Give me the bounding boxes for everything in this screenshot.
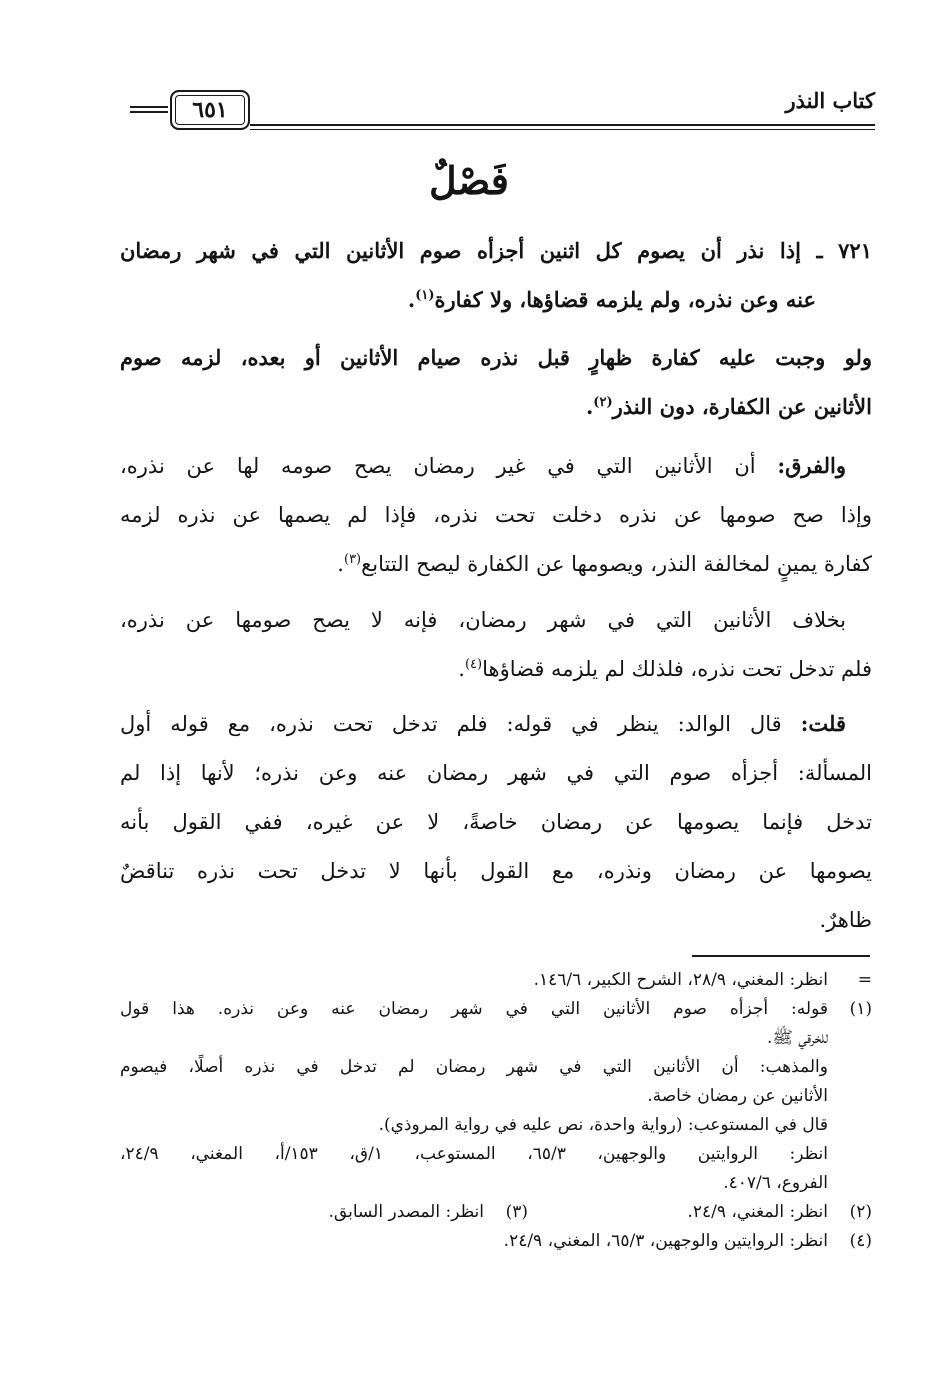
text-line: ولو وجبت عليه كفارة ظهارٍ قبل نذره صيام الأثانين أو بعده، لزمه صوم <box>120 345 872 370</box>
footnote-ref-3: (٣) <box>343 552 362 567</box>
footnote-number: (٤) <box>849 1231 872 1251</box>
footnote-line: والمذهب: أن الأثانين التي في شهر رمضان لم تدخل في نذره أصلًا، فيصوم <box>120 1057 828 1077</box>
text-run: أن الأثانين التي في غير رمضان يصح صومه لها عن نذره، <box>120 454 778 478</box>
footnote-ref-4: (٤) <box>464 657 483 672</box>
text-line <box>120 645 872 694</box>
ruling-paragraph-721 <box>120 226 872 324</box>
footnote-text <box>120 1053 828 1198</box>
footnote-text: انظر: الروايتين والوجهين، ٦٥/٣، المغني، ٢٤/٩. <box>503 1231 828 1251</box>
footnote-1 <box>120 995 872 1053</box>
page-header <box>130 80 875 130</box>
text-run: عنه وعن نذره، ولم يلزمه قضاؤها، ولا كفارة <box>434 287 816 312</box>
footnotes-2-3 <box>120 1198 872 1227</box>
ruling-paragraph-2 <box>120 333 872 431</box>
header-rule-thin <box>250 129 875 130</box>
footnote-separator <box>692 955 870 957</box>
text-line: ظاهرٌ. <box>819 908 872 932</box>
book-title: كتاب النذر <box>785 88 875 113</box>
text-line: تدخل فإنما يصومها عن رمضان خاصةً، لا عن غيره، ففي القول بأنه <box>120 810 872 834</box>
text-line: وإذا صح صومها عن نذره دخلت تحت نذره، فإذا لم يصمها عن نذره لزمه <box>120 503 872 527</box>
text-line: بخلاف الأثانين التي في شهر رمضان، فإنه لا يصح صومها عن نذره، <box>120 608 846 632</box>
footnote-line: الفروع، ٤٠٧/٦. <box>723 1173 828 1193</box>
text-run: الأثانين عن الكفارة، دون النذر <box>612 394 872 419</box>
footnote-number: (٣) <box>505 1202 528 1222</box>
text-line: ٧٢١ ـ إذا نذر أن يصوم كل اثنين أجزأه صوم الأثانين التي في شهر رمضان <box>120 238 872 263</box>
page-number-ornament-line <box>130 111 168 113</box>
header-rule <box>250 124 875 126</box>
text-line: يصومها عن رمضان ونذره، مع القول بأنها لا تدخل تحت نذره تناقضٌ <box>120 859 872 883</box>
footnote-line: للخرقي ﷺ. <box>766 1028 828 1048</box>
footnote-ref-1: (١) <box>415 288 435 303</box>
footnote-number: (١) <box>849 999 872 1019</box>
text-run: . <box>337 552 344 576</box>
footnote-text: انظر: المغني، ٢٤/٩. <box>687 1202 828 1222</box>
footnote-1-cont <box>120 1053 872 1198</box>
text-run: . <box>458 657 465 681</box>
text-run: . <box>585 394 594 419</box>
footnotes <box>120 966 872 1256</box>
footnote-line: انظر: الروايتين والوجهين، ٦٥/٣، المستوعب، ١/ق، ١٥٣/أ، المغني، ٢٤/٩، <box>120 1144 828 1164</box>
text-run: . <box>407 287 416 312</box>
footnote-text <box>120 995 828 1053</box>
text-run: قال الوالد: ينظر في قوله: فلم تدخل تحت نذره، مع قوله أول <box>120 712 801 736</box>
footnote-pair <box>120 1198 828 1227</box>
paragraph-lead: والفرق: <box>777 453 846 478</box>
contrast-paragraph <box>120 596 872 694</box>
paragraph-lead: قلت: <box>800 711 846 736</box>
text-line <box>120 699 872 749</box>
footnote-4 <box>120 1227 872 1256</box>
text-run: فلم تدخل تحت نذره، فلذلك لم يلزمه قضاؤها <box>482 657 872 681</box>
footnote-line: قال في المستوعب: (رواية واحدة، نص عليه في رواية المروذي). <box>378 1115 828 1135</box>
difference-paragraph <box>120 441 872 589</box>
page-number-ornament-line <box>130 106 168 108</box>
footnote-marker: = <box>857 970 872 990</box>
text-line <box>120 275 872 324</box>
commentary-paragraph <box>120 699 872 945</box>
text-line: المسألة: أجزأه صوم التي في شهر رمضان عنه وعن نذره؛ لأنها إذا لم <box>120 761 872 785</box>
text-line <box>120 540 872 589</box>
text-line <box>120 382 872 431</box>
footnote-indent <box>828 1053 872 1198</box>
text-line <box>120 441 872 491</box>
footnote-line: الأثانين عن رمضان خاصة. <box>647 1086 828 1106</box>
footnote-text: انظر: المصدر السابق. <box>328 1202 484 1222</box>
text-run: كفارة يمينٍ لمخالفة النذر، ويصومها عن الكفارة ليصح التتابع <box>361 552 872 576</box>
section-heading: فَصْلٌ <box>429 158 509 203</box>
footnote-number: (٢) <box>849 1202 872 1222</box>
page-number: ٦٥١ <box>170 90 250 130</box>
footnote-line: قوله: أجزأه صوم الأثانين التي في شهر رمضان عنه وعن نذره. هذا قول <box>120 999 828 1019</box>
footnote-text: انظر: المغني، ٢٨/٩، الشرح الكبير، ١٤٦/٦. <box>533 970 828 990</box>
footnote-ref-2: (٢) <box>593 395 613 410</box>
footnote-continuation <box>120 966 872 995</box>
